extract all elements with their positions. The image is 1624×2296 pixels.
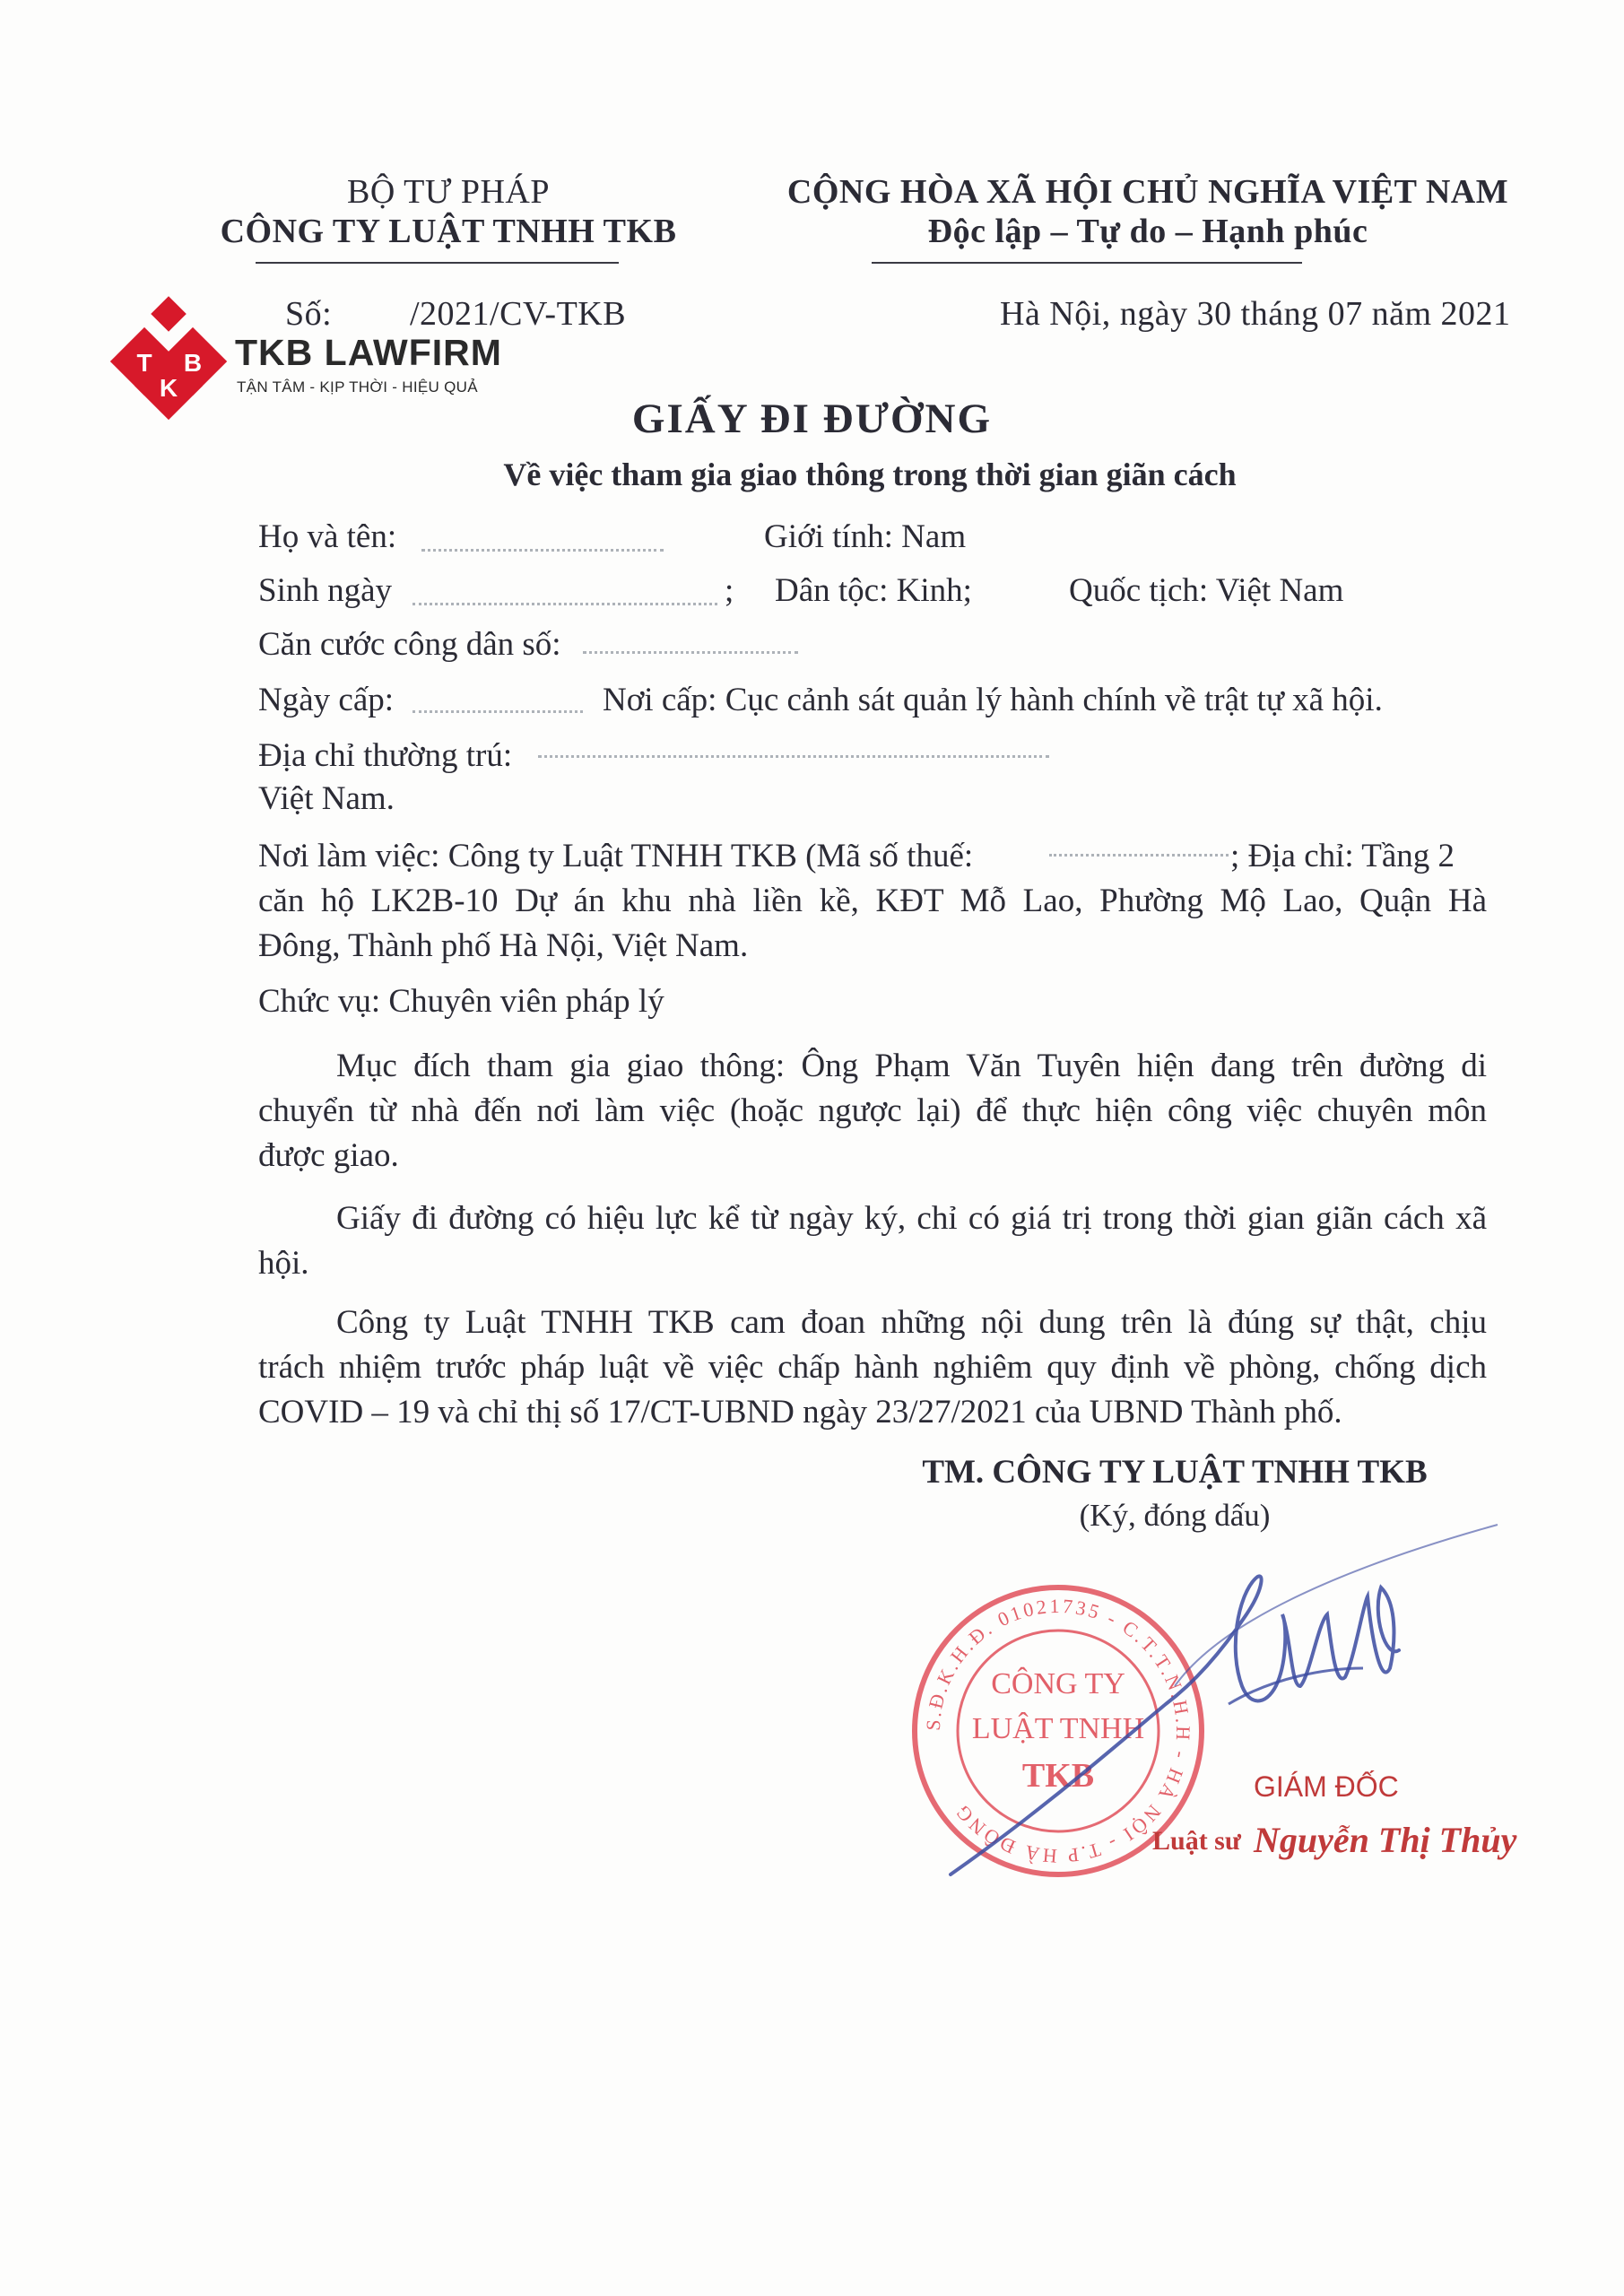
validity-line2: hội. xyxy=(258,1245,309,1282)
dob-label: Sinh ngày xyxy=(258,572,393,609)
national-motto: Độc lập – Tự do – Hạnh phúc xyxy=(927,213,1368,250)
purpose-line2: chuyển từ nhà đến nơi làm việc (hoặc ngược lại) để thực hiện công việc chuyên môn xyxy=(258,1092,1487,1129)
right-header-underline xyxy=(872,262,1302,264)
id-redaction xyxy=(583,651,798,657)
logo-letter-t: T xyxy=(136,349,152,377)
signer-name: Nguyễn Thị Thủy xyxy=(1254,1820,1517,1860)
validity-line1: Giấy đi đường có hiệu lực kể từ ngày ký, chỉ có giá trị trong thời gian giãn cách xã xyxy=(336,1200,1487,1237)
dob-redaction xyxy=(413,603,717,609)
logo-letter-k: K xyxy=(159,374,178,402)
stamp-center-line1: CÔNG TY xyxy=(991,1667,1125,1700)
issue-place: Nơi cấp: Cục cảnh sát quản lý hành chính về trật tự xã hội. xyxy=(603,682,1383,718)
tax-id-redaction xyxy=(1049,854,1229,860)
purpose-line1: Mục đích tham gia giao thông: Ông Phạm Văn Tuyên hiện đang trên đường di xyxy=(336,1048,1487,1084)
doc-subtitle: Về việc tham gia giao thông trong thời gian giãn cách xyxy=(503,457,1237,492)
commitment-line3: COVID – 19 và chỉ thị số 17/CT-UBND ngày 23/27/2021 của UBND Thành phố. xyxy=(258,1394,1342,1431)
national-title: CỘNG HÒA XÃ HỘI CHỦ NGHĨA VIỆT NAM xyxy=(786,173,1509,211)
gender: Giới tính: Nam xyxy=(764,518,967,555)
doc-title: GIẤY ĐI ĐƯỜNG xyxy=(631,396,993,442)
signer-prefix: Luật sư xyxy=(1152,1826,1241,1856)
name-redaction xyxy=(421,549,664,555)
issue-date-label: Ngày cấp: xyxy=(258,682,395,718)
company-name: CÔNG TY LUẬT TNHH TKB xyxy=(220,213,677,250)
logo-slogan: TẬN TÂM - KỊP THỜI - HIỆU QUẢ xyxy=(237,378,478,396)
commitment-line2: trách nhiệm trước pháp luật về việc chấp hành nghiêm quy định về phòng, chống dịch xyxy=(258,1349,1487,1386)
signature-note: (Ký, đóng dấu) xyxy=(1079,1498,1271,1533)
stamp-center-line2: LUẬT TNHH xyxy=(971,1712,1145,1745)
doc-number-label: Số: xyxy=(285,295,333,333)
address-redaction xyxy=(538,755,1049,761)
left-header-underline xyxy=(256,262,619,264)
place-date: Hà Nội, ngày 30 tháng 07 năm 2021 xyxy=(1000,295,1511,333)
logo-brand: TKB LAWFIRM xyxy=(235,332,502,373)
signature-org: TM. CÔNG TY LUẬT TNHH TKB xyxy=(922,1454,1428,1491)
address-label: Địa chỉ thường trú: xyxy=(258,737,513,774)
position: Chức vụ: Chuyên viên pháp lý xyxy=(258,983,664,1020)
dob-separator: ; xyxy=(725,572,734,609)
issue-date-redaction xyxy=(413,710,583,717)
purpose-line3: được giao. xyxy=(258,1137,399,1174)
workplace-line1a: Nơi làm việc: Công ty Luật TNHH TKB (Mã số thuế: xyxy=(258,838,974,874)
logo-letter-b: B xyxy=(183,349,203,377)
name-label: Họ và tên: xyxy=(258,518,397,555)
signer-title: GIÁM ĐỐC xyxy=(1254,1770,1399,1803)
ministry-name: BỘ TƯ PHÁP xyxy=(347,173,550,211)
stamp-center-line3: TKB xyxy=(1021,1757,1095,1795)
workplace-line1b: ; Địa chỉ: Tầng 2 xyxy=(1230,838,1455,874)
address-end: Việt Nam. xyxy=(258,780,395,817)
ethnicity: Dân tộc: Kinh; xyxy=(775,572,972,609)
nationality: Quốc tịch: Việt Nam xyxy=(1069,572,1344,609)
id-label: Căn cước công dân số: xyxy=(258,626,561,663)
workplace-line3: Đông, Thành phố Hà Nội, Việt Nam. xyxy=(258,927,749,964)
workplace-line2: căn hộ LK2B-10 Dự án khu nhà liền kề, KĐT Mỗ Lao, Phường Mộ Lao, Quận Hà xyxy=(258,883,1487,919)
doc-number: /2021/CV-TKB xyxy=(410,295,627,333)
commitment-line1: Công ty Luật TNHH TKB cam đoan những nội dung trên là đúng sự thật, chịu xyxy=(336,1304,1487,1341)
stamp-ring-text: S.Đ.K.H.Đ. 01021735 - C.T.T.N.H.H - HÀ NỘI - T.P HÀ ĐÔNG xyxy=(921,1594,1195,1868)
